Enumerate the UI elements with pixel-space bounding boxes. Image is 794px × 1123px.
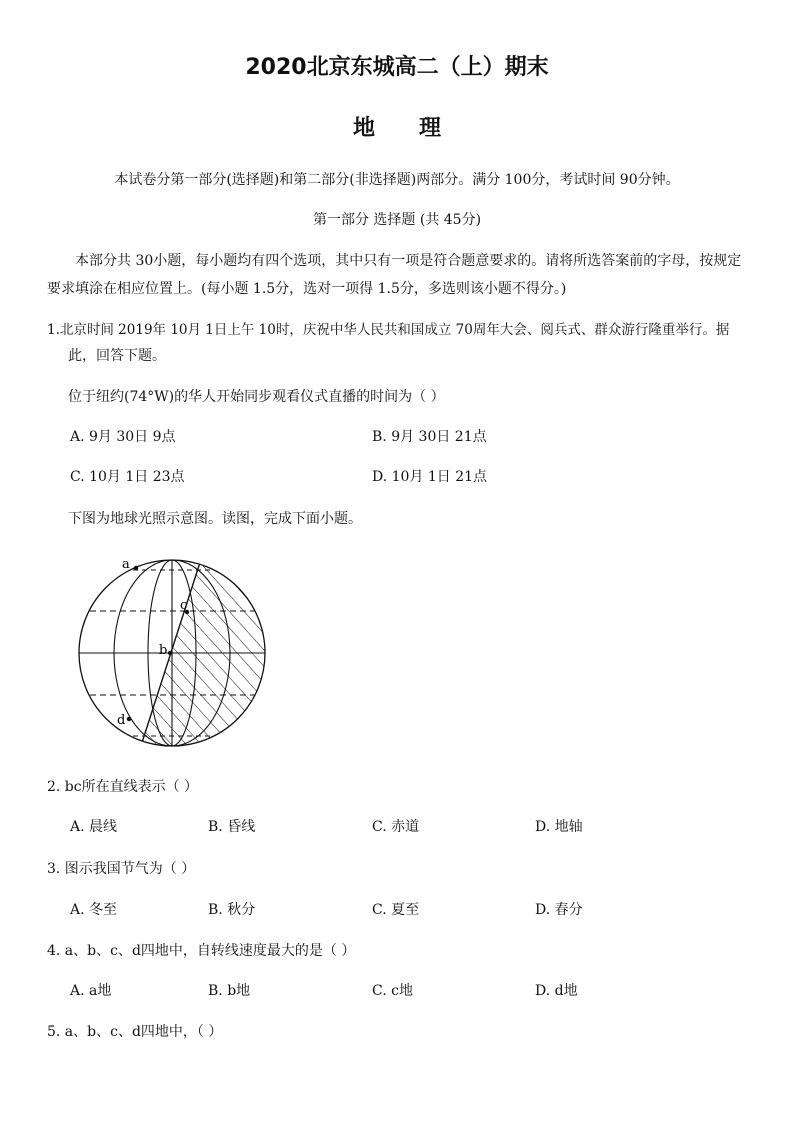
- q2-option-b: B. 昏线: [208, 819, 256, 835]
- q3-option-b: B. 秋分: [208, 902, 256, 918]
- point-label-b: b: [159, 643, 168, 658]
- q4-option-c: C. c地: [372, 983, 413, 999]
- part-title: 第一部分 选择题 (共 45分): [312, 212, 482, 228]
- q1-stem-line-2: 此，回答下题。: [68, 348, 166, 364]
- q1-option-b: B. 9月 30日 21点: [372, 429, 487, 445]
- figure-caption: 下图为地球光照示意图。读图，完成下面小题。: [68, 511, 362, 527]
- q3-option-d: D. 春分: [535, 902, 583, 918]
- point-label-a: a: [122, 557, 130, 572]
- q3-option-a: A. 冬至: [70, 902, 118, 918]
- subject-title: 地 理: [352, 116, 441, 141]
- q1-option-d: D. 10月 1日 21点: [372, 469, 488, 485]
- earth-illumination-diagram: [70, 550, 280, 755]
- q3-option-c: C. 夏至: [372, 902, 420, 918]
- instruction-line-1: 本部分共 30小题，每小题均有四个选项，其中只有一项是符合题意要求的。请将所选答案前的字母，按规定: [75, 253, 742, 269]
- q2-stem: 2. bc所在直线表示（ ）: [47, 779, 199, 795]
- page-title: 2020北京东城高二（上）期末: [245, 55, 549, 80]
- q4-stem: 4. a、b、c、d四地中，自转线速度最大的是（ ）: [47, 943, 356, 959]
- q2-option-d: D. 地轴: [535, 819, 583, 835]
- q4-option-b: B. b地: [208, 983, 251, 999]
- q2-option-c: C. 赤道: [372, 819, 420, 835]
- point-label-c: c: [180, 598, 188, 613]
- q1-option-a: A. 9月 30日 9点: [70, 429, 176, 445]
- q1-stem-line-1: 1.北京时间 2019年 10月 1日上午 10时，庆祝中华人民共和国成立 70周年大会、阅兵式、群众游行隆重举行。据: [47, 322, 730, 338]
- exam-note: 本试卷分第一部分(选择题)和第二部分(非选择题)两部分。满分 100分，考试时间 90分钟。: [114, 172, 680, 188]
- q5-stem: 5. a、b、c、d四地中，（ ）: [47, 1024, 223, 1040]
- q4-option-d: D. d地: [535, 983, 578, 999]
- q4-option-a: A. a地: [70, 983, 112, 999]
- q1-subquestion: 位于纽约(74°W)的华人开始同步观看仪式直播的时间为（ ）: [68, 389, 445, 405]
- q1-option-c: C. 10月 1日 23点: [70, 469, 185, 485]
- instruction-line-2: 要求填涂在相应位置上。(每小题 1.5分，选对一项得 1.5分，多选则该小题不得分。): [47, 281, 567, 297]
- point-label-d: d: [117, 713, 126, 728]
- q2-option-a: A. 晨线: [70, 819, 118, 835]
- q3-stem: 3. 图示我国节气为（ ）: [47, 861, 196, 877]
